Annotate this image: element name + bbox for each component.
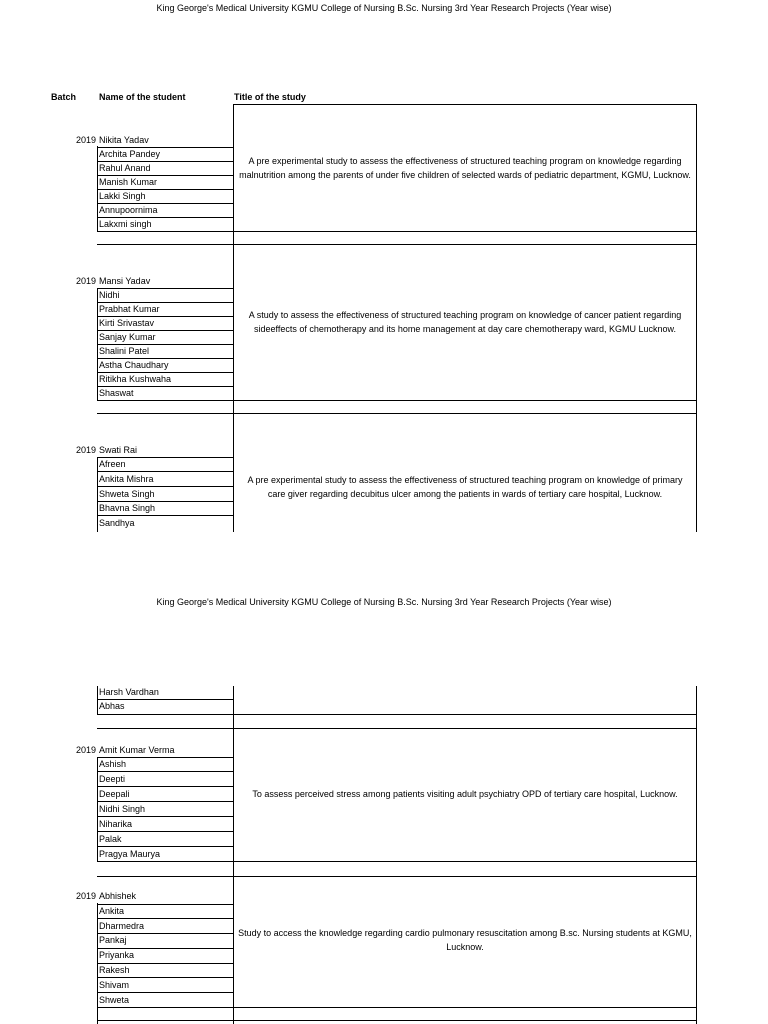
student-name: Pankaj [99, 935, 127, 945]
study-title: A study to assess the effectiveness of structured teaching program on knowledge of cancer patient regarding sideeffects of chemotherapy and its home management at day care chemotherapy ward, KGMU Lucknow. [248, 310, 682, 334]
student-name: Ankita [99, 906, 125, 916]
page-header: King George's Medical University KGMU College of Nursing B.Sc. Nursing 3rd Year Research Projects (Year wise) [156, 597, 612, 607]
batch-year: 2019 [75, 745, 96, 755]
study-title: To assess perceived stress among patients visiting adult psychiatry OPD of tertiary care hospital, Lucknow. [252, 789, 678, 799]
student-name: Shalini Patel [99, 346, 150, 356]
student-name: Kirti Srivastav [99, 318, 155, 328]
row-line [97, 948, 233, 949]
study-title: A pre experimental study to assess the effectiveness of structured teaching program on knowledge of primary care giver regarding decubitus ulcer among the patients in wards of tertiary care hospital, Lucknow. [247, 475, 683, 499]
batch-year: 2019 [75, 891, 96, 901]
student-name: Prabhat Kumar [99, 304, 160, 314]
student-name: Ankita Mishra [99, 474, 154, 484]
student-name: Sandhya [99, 518, 135, 528]
student-name: Annupoornima [99, 205, 158, 215]
student-name: Astha Chaudhary [99, 360, 169, 370]
student-cell-border [97, 457, 98, 532]
table-divider [233, 686, 234, 1024]
row-line [97, 175, 233, 176]
student-name: Dharmedra [99, 921, 145, 931]
student-name: Shweta [99, 995, 130, 1005]
row-line [97, 786, 233, 787]
student-name: Nidhi [99, 290, 120, 300]
row-line [97, 147, 233, 148]
student-name: Abhas [99, 701, 125, 711]
row-line [97, 330, 233, 331]
student-name: Nikita Yadav [99, 135, 149, 145]
student-name: Afreen [99, 459, 126, 469]
student-name: Harsh Vardhan [99, 687, 159, 697]
row-line [97, 244, 697, 245]
row-line [97, 231, 697, 232]
row-line [97, 904, 233, 905]
row-line [97, 771, 233, 772]
table-top-border [233, 104, 697, 105]
student-name: Ashish [99, 759, 127, 769]
row-line [97, 992, 233, 993]
row-line [97, 372, 233, 373]
row-line [97, 161, 233, 162]
row-line [97, 861, 697, 862]
student-name: Archita Pandey [99, 149, 161, 159]
row-line [97, 501, 233, 502]
row-line [97, 846, 233, 847]
row-line [97, 344, 233, 345]
student-name: Lakki Singh [99, 191, 146, 201]
row-line [97, 963, 233, 964]
row-line [97, 288, 233, 289]
student-name: Shivam [99, 980, 130, 990]
column-header-batch: Batch [51, 92, 77, 102]
student-name: Sanjay Kumar [99, 332, 156, 342]
row-line [97, 816, 233, 817]
student-name: Swati Rai [99, 445, 138, 455]
row-line [97, 358, 233, 359]
student-name: Mansi Yadav [99, 276, 151, 286]
student-name: Nidhi Singh [99, 804, 146, 814]
row-line [97, 1007, 697, 1008]
student-name: Rahul Anand [99, 163, 151, 173]
row-line [97, 831, 233, 832]
row-line [97, 486, 233, 487]
study-title: Study to access the knowledge regarding cardio pulmonary resuscitation among B.sc. Nursing students at KGMU, Lucknow. [238, 928, 692, 952]
student-name: Shaswat [99, 388, 134, 398]
student-cell-border [97, 686, 98, 715]
row-line [97, 189, 233, 190]
student-name: Rakesh [99, 965, 130, 975]
student-name: Deepti [99, 774, 126, 784]
student-name: Niharika [99, 819, 133, 829]
row-line [97, 714, 697, 715]
table-right-border [696, 104, 697, 532]
row-line [97, 400, 697, 401]
student-name: Deepali [99, 789, 130, 799]
row-line [97, 876, 697, 877]
row-line [97, 515, 233, 516]
batch-year: 2019 [75, 135, 96, 145]
study-title: A pre experimental study to assess the effectiveness of structured teaching program on knowledge regarding malnutrition among the parents of under five children of selected wards of pediatric department, KGMU, Lucknow. [239, 156, 691, 180]
row-line [97, 918, 233, 919]
row-line [97, 386, 233, 387]
row-line [97, 203, 233, 204]
student-name: Palak [99, 834, 122, 844]
row-line [97, 801, 233, 802]
row-line [97, 977, 233, 978]
row-line [97, 316, 233, 317]
column-header-title: Title of the study [234, 92, 306, 102]
row-line [97, 413, 697, 414]
student-name: Priyanka [99, 950, 135, 960]
row-line [97, 471, 233, 472]
column-header-student: Name of the student [99, 92, 186, 102]
table-right-border [696, 686, 697, 1024]
row-line [97, 1020, 697, 1021]
row-line [97, 933, 233, 934]
student-name: Bhavna Singh [99, 503, 156, 513]
batch-year: 2019 [75, 276, 96, 286]
batch-year: 2019 [75, 445, 96, 455]
student-name: Amit Kumar Verma [99, 745, 175, 755]
row-line [97, 457, 233, 458]
student-name: Pragya Maurya [99, 849, 161, 859]
student-name: Abhishek [99, 891, 137, 901]
student-name: Manish Kumar [99, 177, 158, 187]
row-line [97, 217, 233, 218]
row-line [97, 728, 697, 729]
row-line [97, 302, 233, 303]
student-name: Lakxmi singh [99, 219, 152, 229]
student-name: Shweta Singh [99, 489, 155, 499]
page-header: King George's Medical University KGMU College of Nursing B.Sc. Nursing 3rd Year Research Projects (Year wise) [156, 3, 612, 13]
student-name: Ritikha Kushwaha [99, 374, 172, 384]
row-line [97, 757, 233, 758]
row-line [97, 699, 233, 700]
